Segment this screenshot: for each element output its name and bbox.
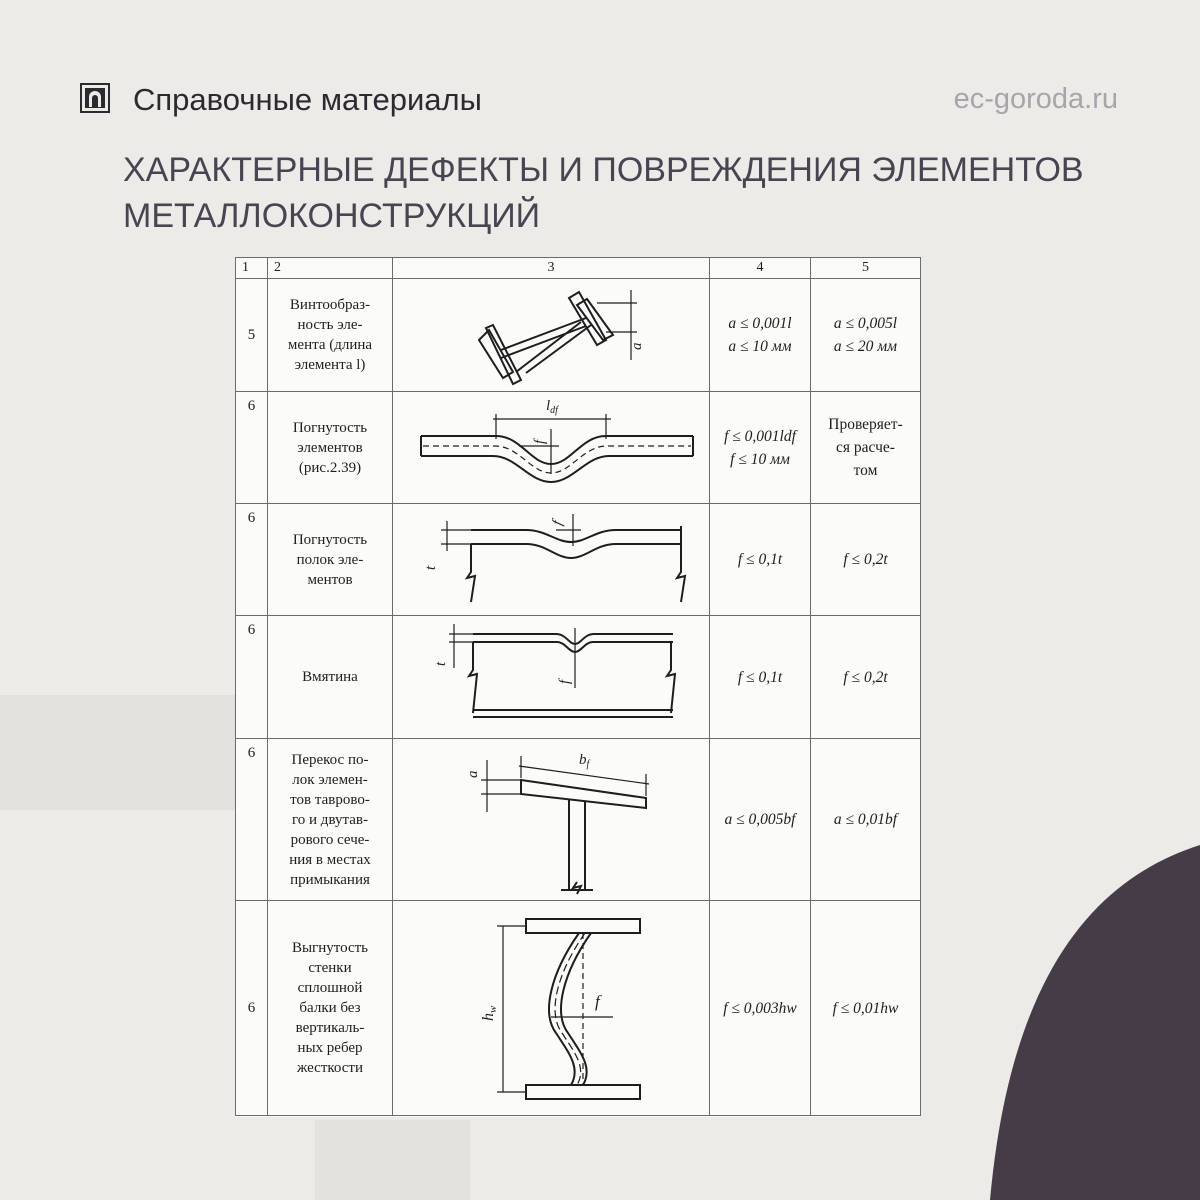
row-number: 6 <box>236 901 268 1116</box>
tol-line: том <box>853 462 878 479</box>
tolerance-col4 <box>710 392 811 504</box>
tol-line: f ≤ 0,1t <box>737 551 783 568</box>
desc-line: жесткости <box>296 1060 364 1076</box>
desc-line: Погнутость <box>292 419 368 436</box>
tol-line: f ≤ 0,001ldf <box>724 427 796 445</box>
site-url: ec-goroda.ru <box>953 83 1118 115</box>
row-number: 5 <box>236 279 268 392</box>
figure-cell <box>393 392 710 504</box>
tol-line: a ≤ 0,005bf <box>724 811 796 828</box>
title-line-2: МЕТАЛЛОКОНСТРУКЦИЙ <box>123 197 541 235</box>
twisted-element-diagram <box>401 280 701 390</box>
tolerance-col5 <box>811 616 921 739</box>
figure-cell <box>393 504 710 616</box>
tol-line: f ≤ 0,003hw <box>723 999 797 1017</box>
label-t: t <box>433 661 449 666</box>
desc-line: ния в местах <box>289 851 371 868</box>
desc-line: Погнутость <box>292 531 368 548</box>
label-f: f <box>549 518 566 527</box>
tol-line: a ≤ 0,01bf <box>833 811 898 828</box>
arch-logo-icon <box>80 83 110 113</box>
tol-line: a ≤ 10 мм <box>728 338 792 355</box>
tol-line: f ≤ 0,01hw <box>832 999 899 1017</box>
label-ldf: $l_{df}$ <box>546 397 558 416</box>
desc-line: Перекос по- <box>291 751 369 768</box>
header-cell-5: 5 <box>811 258 921 279</box>
label-f: f <box>595 992 600 1011</box>
label-f: f <box>557 679 573 684</box>
table-row <box>236 504 921 616</box>
figure-cell <box>393 279 710 392</box>
section-label: Справочные материалы <box>133 82 482 117</box>
desc-line: тов таврово- <box>290 791 370 808</box>
table-row <box>236 279 921 392</box>
row-number: 6 <box>236 392 268 504</box>
defects-table <box>235 257 921 1116</box>
defect-description <box>268 901 393 1116</box>
label-t: t <box>423 565 439 570</box>
desc-line: полок эле- <box>296 551 364 568</box>
desc-line: ность эле- <box>297 317 363 333</box>
label-hw: hw <box>480 1005 499 1021</box>
table-row <box>236 901 921 1116</box>
desc-line: вертикаль- <box>295 1020 365 1036</box>
row-number: 6 <box>236 616 268 739</box>
table-row <box>236 392 921 504</box>
defect-description <box>268 504 393 616</box>
bent-element-diagram <box>401 394 701 502</box>
label-f: f <box>532 439 548 444</box>
tolerance-col5 <box>811 901 921 1116</box>
tol-line: f ≤ 0,1t <box>737 668 783 686</box>
tolerance-col5 <box>811 739 921 901</box>
tolerance-col4 <box>710 901 811 1116</box>
desc-line: примыкания <box>290 871 370 888</box>
row-number: 6 <box>236 504 268 616</box>
desc-line: лок элемен- <box>292 771 368 788</box>
figure-cell <box>393 616 710 739</box>
bent-flange-diagram <box>401 506 701 614</box>
page-title <box>123 147 1123 239</box>
label-bf: $b_f$ <box>579 751 590 770</box>
tol-line: a ≤ 0,005l <box>833 315 898 332</box>
figure-cell <box>393 901 710 1116</box>
tol-line: a ≤ 0,001l <box>728 315 792 332</box>
flange-tilt-diagram <box>401 742 701 898</box>
desc-line: элемента l) <box>294 357 366 373</box>
defect-description <box>268 279 393 392</box>
tolerance-col5 <box>811 504 921 616</box>
defect-description <box>268 616 393 739</box>
tol-line: ся расче- <box>836 439 895 456</box>
web-bulge-diagram <box>401 903 701 1113</box>
desc-line: Вмятина <box>302 669 358 685</box>
desc-line: го и двутав- <box>292 811 368 828</box>
defect-description <box>268 392 393 504</box>
header-cell-3: 3 <box>393 258 710 279</box>
label-a: a <box>629 342 645 350</box>
desc-line: Выгнутость <box>291 940 369 956</box>
table-header-row <box>236 258 921 279</box>
header-cell-1: 1 <box>236 258 268 279</box>
label-a: a <box>465 770 481 778</box>
desc-line: элементов <box>297 439 363 456</box>
tolerance-col5 <box>811 392 921 504</box>
desc-line: мента (длина <box>287 337 373 353</box>
tol-line: f ≤ 0,2t <box>843 668 888 686</box>
header-cell-2: 2 <box>268 258 393 279</box>
tol-line: f ≤ 0,2t <box>843 551 888 568</box>
desc-line: сплошной <box>297 980 363 996</box>
tolerance-col4 <box>710 504 811 616</box>
defect-description <box>268 739 393 901</box>
tol-line: a ≤ 20 мм <box>833 338 898 355</box>
tolerance-col4 <box>710 739 811 901</box>
dent-diagram <box>401 618 701 736</box>
table-row <box>236 616 921 739</box>
desc-line: рового сече- <box>290 831 370 848</box>
desc-line: балки без <box>299 1000 361 1016</box>
table-row <box>236 739 921 901</box>
tolerance-col4 <box>710 279 811 392</box>
title-line-1: ХАРАКТЕРНЫЕ ДЕФЕКТЫ И ПОВРЕЖДЕНИЯ ЭЛЕМЕНТОВ <box>123 151 1084 189</box>
tol-line: f ≤ 10 мм <box>730 450 790 468</box>
desc-line: стенки <box>308 960 352 976</box>
tolerance-col5 <box>811 279 921 392</box>
desc-line: (рис.2.39) <box>298 459 362 476</box>
desc-line: ментов <box>307 571 353 588</box>
tolerance-col4 <box>710 616 811 739</box>
figure-cell <box>393 739 710 901</box>
desc-line: ных ребер <box>297 1040 363 1056</box>
row-number: 6 <box>236 739 268 901</box>
desc-line: Винтообраз- <box>289 297 371 313</box>
header-cell-4: 4 <box>710 258 811 279</box>
tol-line: Проверяет- <box>828 416 903 433</box>
